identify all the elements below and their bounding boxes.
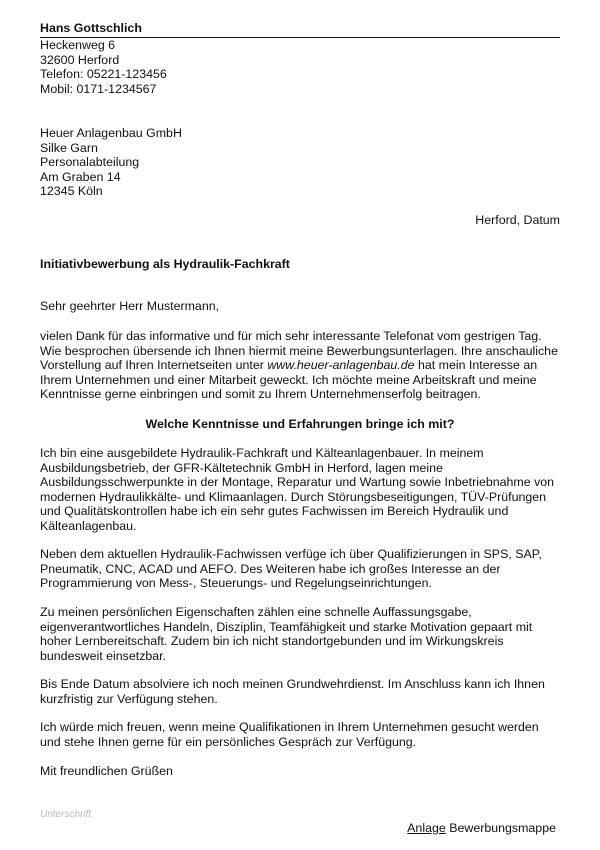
sender-city: 32600 Herford <box>40 52 120 67</box>
body-paragraph-closing: Ich würde mich freuen, wenn meine Qualifikationen in Ihrem Unternehmen gesucht werden und stehe Ihnen gerne für ein persönliches Gespräch zur Verfügung. <box>40 720 539 749</box>
body-paragraph-skills: Neben dem aktuellen Hydraulik-Fachwissen verfüge ich über Qualifizierungen in SPS, SAP, Pneumatik, CNC, ACAD und AEFO. Des Weiteren habe ich großes Interesse an der Programmierung von Mess-, Steuerungs- und Regelungseinrichtungen. <box>40 547 542 591</box>
section-heading: Welche Kenntnisse und Erfahrungen bringe ich mit? <box>145 417 455 431</box>
recipient-block <box>40 126 182 199</box>
recipient-street: Am Graben 14 <box>40 169 121 184</box>
attachment-value: Bewerbungsmappe <box>449 821 556 835</box>
recipient-contact: Silke Garn <box>40 140 98 155</box>
body-paragraph-qualification: Ich bin eine ausgebildete Hydraulik-Fachkraft und Kälteanlagenbauer. In meinem Ausbildungsbetrieb, der GFR-Kältetechnik GmbH in Herford, lagen meine Ausbildungsschwerpunkte in der Montage, Reparatur und Wartung sowie Inbetriebnahme von modernen Hydraulikkälte- und Klimaanlagen. Durch Störungsbeseitigungen, TÜV-Prüfungen und Qualitätskontrollen habe ich ein sehr gutes Fachwissen im Bereich Hydraulik und Kälteanlagenbau. <box>40 446 555 533</box>
salutation: Sehr geehrter Herr Mustermann, <box>40 299 220 313</box>
letter-page <box>40 0 560 850</box>
attachment-line <box>407 821 556 836</box>
sender-phone: Telefon: 05221-123456 <box>40 67 167 82</box>
company-website: www.heuer-anlagenbau.de <box>267 358 415 373</box>
sender-mobile: Mobil: 0171-1234567 <box>40 81 157 96</box>
letter-subject: Initiativbewerbung als Hydraulik-Fachkraft <box>40 257 290 271</box>
body-paragraph-personal: Zu meinen persönlichen Eigenschaften zählen eine schnelle Auffassungsgabe, eigenverantwortliches Handeln, Disziplin, Teamfähigkeit und starke Motivation gepaart mit hoher Lernbereitschaft. Zudem bin ich nicht standortgebunden und im Wirkungskreis bundesweit einsetzbar. <box>40 605 533 663</box>
closing-phrase: Mit freundlichen Grüßen <box>40 764 173 778</box>
sender-street: Heckenweg 6 <box>40 38 116 52</box>
signature-placeholder: Unterschrift <box>40 809 92 820</box>
attachment-label: Anlage <box>407 821 446 835</box>
intro-text-end: hat mein Interesse an Ihrem Unternehmen und einer Mitarbeit geweckt. Ich möchte meine Arbeitskraft und meine Kenntnisse gerne einbringen und somit zu Ihrem Unternehmenserfolg beitragen. <box>40 358 538 402</box>
recipient-department: Personalabteilung <box>40 155 140 170</box>
body-paragraph-availability: Bis Ende Datum absolviere ich noch meinen Grundwehrdienst. Im Anschluss kann ich Ihnen kurzfristig zur Verfügung stehen. <box>40 677 545 706</box>
recipient-city: 12345 Köln <box>40 184 103 199</box>
letter-date: Herford, Datum <box>475 213 560 227</box>
recipient-company: Heuer Anlagenbau GmbH <box>40 126 182 140</box>
intro-paragraph <box>40 329 560 402</box>
sender-name: Hans Gottschlich <box>40 21 560 38</box>
intro-text-start: vielen Dank für das informative und für mich sehr interessante Telefonat vom gestrigen Tag. Wie besprochen übersende ich Ihnen hiermit meine Bewerbungsunterlagen. Ihre anschauliche Vorstellung auf Ihren Internetseiten unter <box>40 329 558 373</box>
sender-block <box>40 21 560 96</box>
